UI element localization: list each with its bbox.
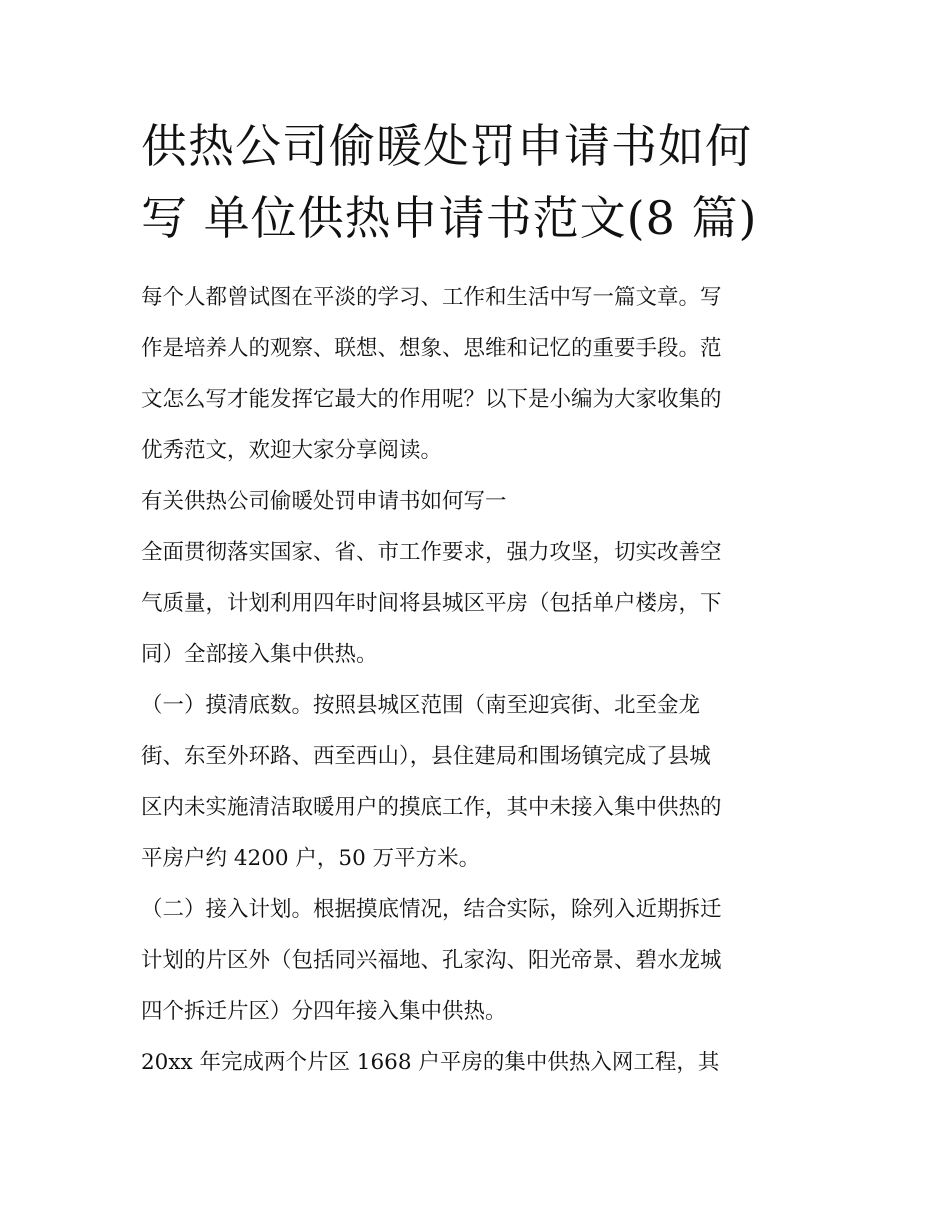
text-line: 文怎么写才能发挥它最大的作用呢？以下是小编为大家收集的: [141, 387, 722, 412]
text-line: 区内未实施清洁取暖用户的摸底工作，其中未接入集中供热的: [141, 795, 722, 820]
text-line: 街、东至外环路、西至西山），县住建局和围场镇完成了县城: [141, 744, 711, 769]
title-line-2: 写 单位供热申请书范文(8 篇): [141, 191, 758, 245]
text-line: 同）全部接入集中供热。: [141, 642, 378, 667]
text-line: 作是培养人的观察、联想、想象、思维和记忆的重要手段。范: [141, 336, 722, 361]
body-paragraph: [141, 527, 813, 680]
body-paragraph: [141, 884, 813, 1037]
text-line: 气质量，计划利用四年时间将县城区平房（包括单户楼房，下: [141, 591, 722, 616]
document-title: [141, 110, 821, 254]
text-line: 平房户约 4200 户，50 万平方米。: [141, 846, 481, 871]
text-line: 计划的片区外（包括同兴福地、孔家沟、阳光帝景、碧水龙城: [141, 948, 722, 973]
text-line: 全面贯彻落实国家、省、市工作要求，强力攻坚，切实改善空: [141, 540, 722, 565]
text-line: 四个拆迁片区）分四年接入集中供热。: [141, 999, 507, 1024]
section-heading: [141, 476, 813, 527]
text-line: 有关供热公司偷暖处罚申请书如何写一: [141, 489, 507, 514]
body-paragraph: [141, 1037, 813, 1088]
text-line: （一）摸清底数。按照县城区范围（南至迎宾街、北至金龙: [141, 693, 701, 718]
text-line: 优秀范文，欢迎大家分享阅读。: [141, 438, 443, 463]
document-body: [141, 272, 813, 1088]
text-line: 20xx 年完成两个片区 1668 户平房的集中供热入网工程，其: [141, 1050, 720, 1075]
body-paragraph: [141, 680, 813, 884]
text-line: （二）接入计划。根据摸底情况，结合实际，除列入近期拆迁: [141, 897, 722, 922]
title-line-1: 供热公司偷暖处罚申请书如何: [141, 119, 752, 173]
text-line: 每个人都曾试图在平淡的学习、工作和生活中写一篇文章。写: [141, 285, 722, 310]
intro-paragraph: [141, 272, 813, 476]
